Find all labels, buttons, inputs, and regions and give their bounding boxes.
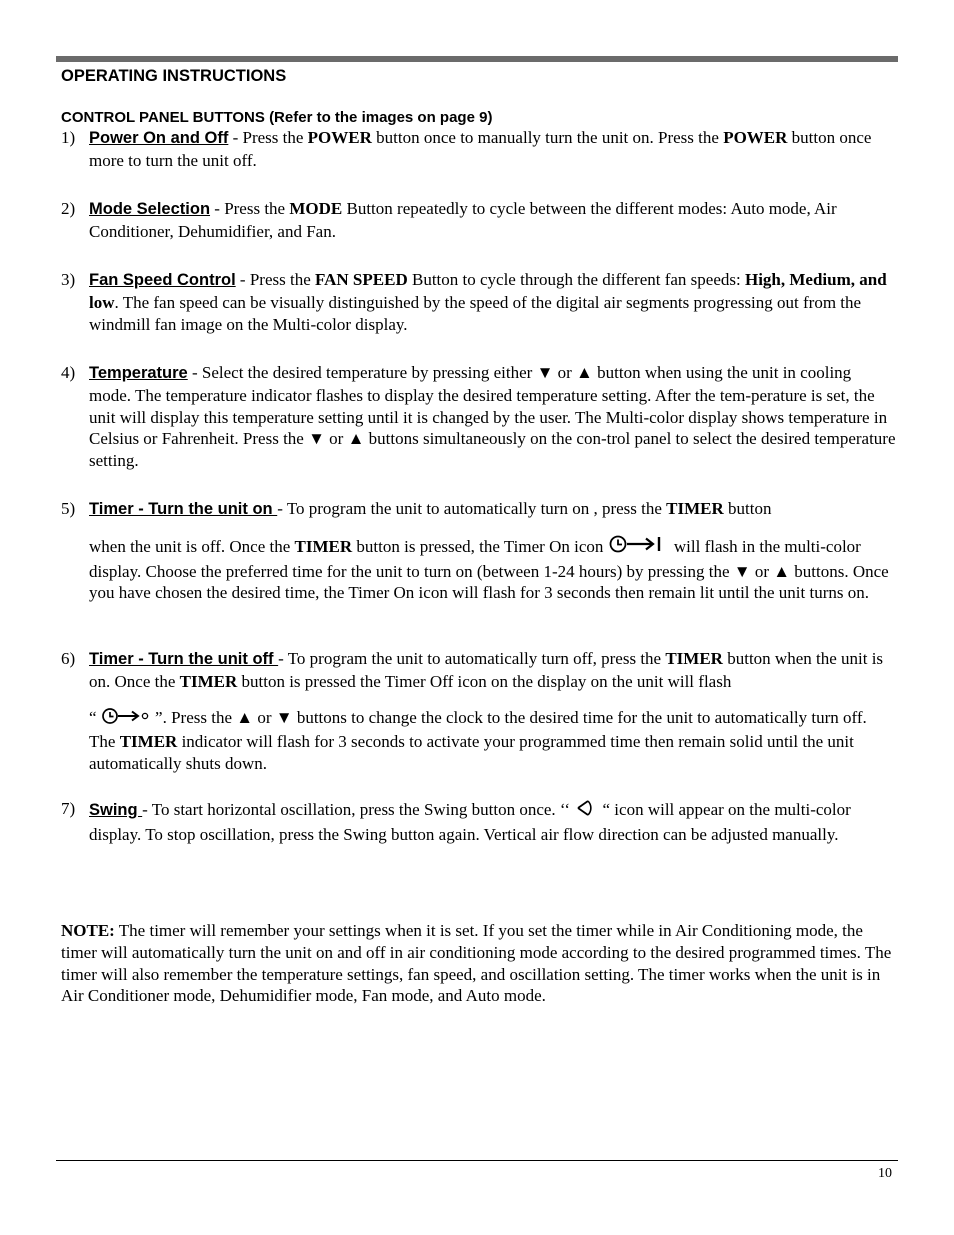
item-text: - Press the	[210, 199, 290, 218]
list-item-power	[61, 127, 897, 172]
item-text: - Select the desired temperature by pressing either ▼ or ▲ button when using the unit in cooling mode. The temperature indicator flashes to display the desired temperature setting. After the tem-perature is set, the unit will display this temperature setting until it is changed by the user. The Multi-color display shows temperature in Celsius or Fahrenheit. Press the ▼ or ▲ buttons simultaneously on the con-trol panel to select the desired temperature setting.	[89, 363, 896, 471]
item-text: will flash in the multi-color display. Choose the preferred time for the unit to turn on (between 1-24 hours) by pressing the ▼ or ▲ buttons. Once you have chosen the desired time, the Timer On icon will flash for 3 seconds then remain lit until the unit turns on.	[89, 536, 889, 603]
list-item-timer-off	[61, 648, 897, 775]
item-bold: MODE	[289, 199, 343, 218]
item-bold: TIMER	[179, 671, 238, 691]
item-text: indicator will flash for 3 seconds to activate your programmed time then remain solid until the unit automatically shuts down.	[89, 732, 854, 774]
note-label: NOTE:	[61, 921, 115, 940]
note-text: The timer will remember your settings when it is set. If you set the timer while in Air Conditioning mode, the timer will automatically turn the unit on and off in air conditioning mode according to the desired programmed times. The timer will also remember the temperature settings, fan speed, and oscillation setting. The timer works when the unit is in Air Conditioner mode, Dehumidifier mode, Fan mode, and Auto mode.	[61, 921, 892, 1006]
item-text: - Press the	[228, 128, 308, 147]
item-number: 5)	[61, 499, 76, 518]
top-rule	[56, 56, 898, 62]
list-item-temperature	[61, 362, 897, 472]
item-bold: POWER	[723, 128, 788, 147]
item-title: Fan Speed Control	[89, 271, 236, 289]
item-text: - To start horizontal oscillation, press the Swing button once. ‘‘	[142, 800, 575, 819]
item-title: Swing	[89, 801, 143, 819]
item-number: 1)	[61, 128, 76, 147]
item-text: “	[89, 707, 101, 727]
note-paragraph	[61, 920, 901, 1007]
item-number: 2)	[61, 199, 76, 218]
item-text: Button repeatedly to cycle between the different modes: Auto mode, Air Conditioner, Dehumidifier, and Fan.	[89, 199, 837, 241]
item-bold: TIMER	[665, 649, 723, 668]
section-heading: CONTROL PANEL BUTTONS (Refer to the images on page 9)	[61, 109, 493, 126]
item-text: - To program the unit to automatically turn off, press the	[278, 649, 666, 668]
item-number: 4)	[61, 363, 76, 382]
item-number: 3)	[61, 270, 76, 289]
item-text: button	[723, 499, 772, 518]
timer-on-icon	[608, 535, 670, 561]
timer-off-icon	[101, 708, 151, 732]
item-text: . The fan speed can be visually distinguished by the speed of the digital air segments progressing out from the windmill fan image on the Multi-color display.	[89, 292, 862, 334]
list-item-timer-on	[61, 498, 897, 604]
item-bold: TIMER	[666, 499, 724, 518]
item-text: Button to cycle through the different fan speeds:	[407, 270, 745, 289]
item-bold: FAN SPEED	[315, 270, 408, 289]
item-text: button once to manually turn the unit on. Press the	[371, 128, 724, 147]
item-text: button is pressed, the Timer On icon	[352, 536, 608, 556]
page-number: 10	[878, 1166, 892, 1181]
list-item-mode	[61, 198, 897, 243]
item-text: - To program the unit to automatically turn on , press the	[277, 499, 667, 518]
page-title: OPERATING INSTRUCTIONS	[61, 67, 287, 85]
item-bold: TIMER	[119, 732, 178, 752]
item-bold: High, Medium, and low	[89, 270, 887, 312]
swing-icon	[574, 798, 598, 824]
item-title: Power On and Off	[89, 129, 229, 147]
item-title: Temperature	[89, 364, 188, 382]
item-text: when the unit is off. Once the	[89, 536, 295, 556]
item-text: “ icon will appear on the multi-color display. To stop oscillation, press the Swing button again. Vertical air flow direction can be adjusted manually.	[89, 800, 851, 844]
bottom-rule	[56, 1160, 898, 1161]
list-item-fan-speed	[61, 269, 897, 335]
item-number: 6)	[61, 649, 76, 668]
item-bold: POWER	[307, 128, 372, 147]
item-text: - Press the	[235, 270, 315, 289]
item-title: Mode Selection	[89, 200, 211, 218]
item-text: button is pressed the Timer Off icon on the display on the unit will flash	[237, 671, 732, 691]
item-title: Timer - Turn the unit on	[89, 500, 278, 518]
item-text: ”. Press the ▲ or ▼ buttons to change the clock to the desired time for the unit to automatically turn off. The	[89, 707, 867, 752]
item-bold: TIMER	[294, 536, 353, 556]
item-number: 7)	[61, 799, 76, 818]
item-text: button once more to turn the unit off.	[89, 128, 872, 170]
item-text: button when the unit is on. Once the	[89, 649, 884, 691]
item-title: Timer - Turn the unit off	[89, 650, 279, 668]
list-item-swing	[61, 798, 897, 846]
